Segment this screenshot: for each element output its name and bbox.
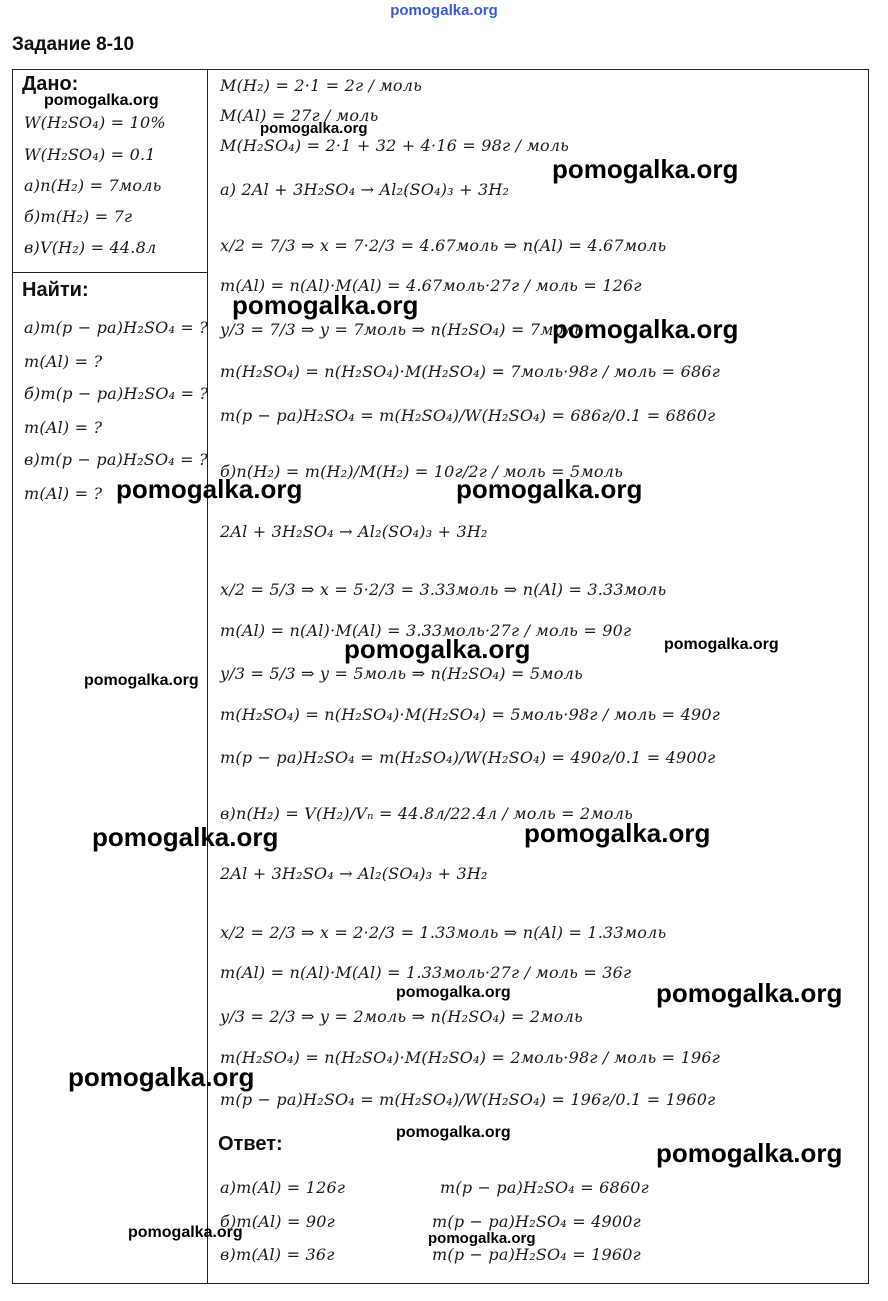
given-header: Дано: [22, 73, 79, 95]
find-header: Найти: [22, 279, 89, 301]
answer-line: m(р − ра)H₂SO₄ = 4900г [432, 1212, 641, 1231]
answer-line: в)m(Al) = 36г [220, 1245, 335, 1264]
find-line: m(Al) = ? [24, 352, 103, 371]
watermark: pomogalka.org [656, 1138, 843, 1168]
watermark: pomogalka.org [664, 636, 779, 653]
watermark: pomogalka.org [84, 672, 199, 689]
watermark: pomogalka.org [92, 822, 279, 852]
given-line: а)n(H₂) = 7моль [24, 176, 162, 195]
watermark: pomogalka.org [344, 634, 531, 664]
watermark: pomogalka.org [456, 474, 643, 504]
site-header-link[interactable]: pomogalka.org [390, 2, 498, 19]
solution-line: б)n(H₂) = m(H₂)/M(H₂) = 10г/2г / моль = 5моль [220, 462, 623, 481]
solution-line: M(H₂) = 2·1 = 2г / моль [220, 76, 423, 95]
solution-line: m(H₂SO₄) = n(H₂SO₄)·M(H₂SO₄) = 5моль·98г / моль = 490г [220, 705, 721, 724]
find-line: в)m(р − ра)H₂SO₄ = ? [24, 450, 208, 469]
watermark: pomogalka.org [656, 978, 843, 1008]
reaction-equation: а) 2Al + 3H₂SO₄ → Al₂(SO₄)₃ + 3H₂ [220, 180, 510, 199]
given-line: W(H₂SO₄) = 10% [24, 113, 166, 132]
solution-line: M(Al) = 27г / моль [220, 106, 379, 125]
watermark: pomogalka.org [428, 1230, 536, 1247]
solution-line: y/3 = 2/3 ⇒ y = 2моль ⇒ n(H₂SO₄) = 2моль [220, 1007, 583, 1026]
solution-line: y/3 = 5/3 ⇒ y = 5моль ⇒ n(H₂SO₄) = 5моль [220, 664, 583, 683]
find-line: m(Al) = ? [24, 484, 103, 503]
answer-line: а)m(Al) = 126г [220, 1178, 346, 1197]
given-line: в)V(H₂) = 44.8л [24, 238, 157, 257]
watermark: pomogalka.org [396, 1124, 511, 1141]
watermark: pomogalka.org [524, 818, 711, 848]
watermark: pomogalka.org [396, 984, 511, 1001]
reaction-equation: 2Al + 3H₂SO₄ → Al₂(SO₄)₃ + 3H₂ [220, 522, 488, 541]
solution-line: m(Al) = n(Al)·M(Al) = 1.33моль·27г / моль = 36г [220, 963, 632, 982]
solution-line: x/2 = 7/3 ⇒ x = 7·2/3 = 4.67моль ⇒ n(Al) = 4.67моль [220, 236, 667, 255]
column-divider [207, 69, 208, 1284]
find-line: m(Al) = ? [24, 418, 103, 437]
reaction-equation: 2Al + 3H₂SO₄ → Al₂(SO₄)₃ + 3H₂ [220, 864, 488, 883]
watermark: pomogalka.org [552, 154, 739, 184]
solution-line: m(Al) = n(Al)·M(Al) = 3.33моль·27г / моль = 90г [220, 621, 632, 640]
solution-line: m(Al) = n(Al)·M(Al) = 4.67моль·27г / моль = 126г [220, 276, 642, 295]
solution-line: в)n(H₂) = V(H₂)/Vₙ = 44.8л/22.4л / моль = 2моль [220, 804, 634, 823]
solution-line: x/2 = 5/3 ⇒ x = 5·2/3 = 3.33моль ⇒ n(Al) = 3.33моль [220, 580, 667, 599]
watermark: pomogalka.org [116, 474, 303, 504]
answer-line: m(р − ра)H₂SO₄ = 1960г [432, 1245, 641, 1264]
watermark: pomogalka.org [260, 120, 368, 137]
watermark: pomogalka.org [232, 290, 419, 320]
solution-line: M(H₂SO₄) = 2·1 + 32 + 4·16 = 98г / моль [220, 136, 570, 155]
watermark: pomogalka.org [128, 1224, 243, 1241]
given-find-divider [12, 272, 208, 273]
answer-header: Ответ: [218, 1133, 283, 1155]
answer-line: m(р − ра)H₂SO₄ = 6860г [440, 1178, 649, 1197]
solution-line: m(р − ра)H₂SO₄ = m(H₂SO₄)/W(H₂SO₄) = 686г/0.1 = 6860г [220, 406, 716, 425]
solution-line: m(р − ра)H₂SO₄ = m(H₂SO₄)/W(H₂SO₄) = 490г/0.1 = 4900г [220, 748, 716, 767]
solution-line: x/2 = 2/3 ⇒ x = 2·2/3 = 1.33моль ⇒ n(Al) = 1.33моль [220, 923, 667, 942]
watermark: pomogalka.org [552, 314, 739, 344]
solution-line: m(H₂SO₄) = n(H₂SO₄)·M(H₂SO₄) = 7моль·98г / моль = 686г [220, 362, 721, 381]
answer-line: б)m(Al) = 90г [220, 1212, 335, 1231]
page-title: Задание 8-10 [12, 34, 135, 55]
given-line: W(H₂SO₄) = 0.1 [24, 145, 156, 164]
find-line: б)m(р − ра)H₂SO₄ = ? [24, 384, 209, 403]
find-line: а)m(р − ра)H₂SO₄ = ? [24, 318, 209, 337]
given-line: б)m(H₂) = 7г [24, 207, 133, 226]
solution-line: m(р − ра)H₂SO₄ = m(H₂SO₄)/W(H₂SO₄) = 196г/0.1 = 1960г [220, 1090, 716, 1109]
watermark: pomogalka.org [68, 1062, 255, 1092]
solution-line: y/3 = 7/3 ⇒ y = 7моль ⇒ n(H₂SO₄) = 7моль [220, 320, 583, 339]
watermark: pomogalka.org [44, 92, 159, 109]
solution-line: m(H₂SO₄) = n(H₂SO₄)·M(H₂SO₄) = 2моль·98г / моль = 196г [220, 1048, 721, 1067]
